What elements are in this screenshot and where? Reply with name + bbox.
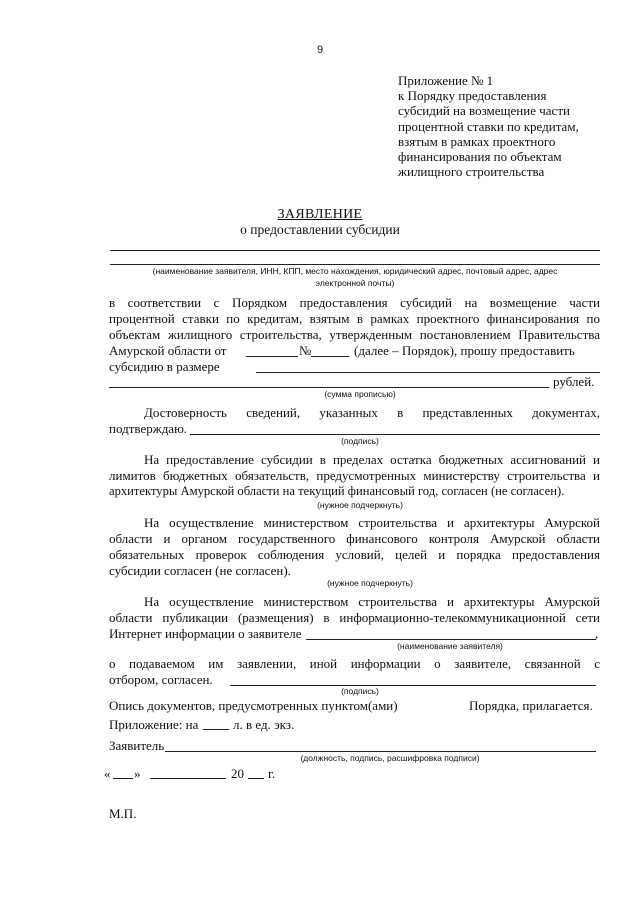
appendix-line: к Порядку предоставления — [398, 88, 547, 104]
document-title: ЗАЯВЛЕНИЕ — [277, 207, 363, 222]
para4-line: На осуществление министерством строительства и архитектуры Амурской — [144, 515, 600, 530]
para4-line: субсидии согласен (не согласен). — [109, 563, 291, 578]
applicant-name-line[interactable] — [110, 264, 600, 265]
number-sign: № — [299, 343, 312, 358]
appendix-line: жилищного строительства — [398, 164, 545, 180]
consent-signature-caption: (подпись) — [341, 686, 379, 696]
amount-caption: (сумма прописью) — [324, 389, 396, 399]
para3-line: лимитов бюджетных обязательств, предусмотренных министерству строительства и — [109, 468, 600, 483]
para5-caption: (наименование заявителя) — [397, 641, 503, 651]
para5-line: Интернет информации о заявителе — [109, 626, 302, 641]
appendix-block — [398, 73, 613, 179]
year-suffix: г. — [268, 766, 276, 781]
para1-line: Амурской области от — [109, 343, 227, 358]
para2-line: подтверждаю. — [109, 421, 188, 436]
inventory-text: Порядка, прилагается. — [469, 698, 593, 713]
sheets-count-field[interactable] — [203, 729, 229, 730]
signature-field[interactable] — [190, 434, 600, 435]
date-open-quote: « — [104, 766, 111, 781]
para5-line: На осуществление министерством строительства и архитектуры Амурской — [144, 594, 600, 609]
applicant-signature-caption: (должность, подпись, расшифровка подписи) — [300, 753, 480, 763]
applicant-signature-field[interactable] — [165, 751, 596, 752]
para4-line: области и органом государственного финансового контроля Амурской области — [109, 531, 600, 546]
para1-line: субсидию в размере — [109, 359, 220, 374]
document-subtitle: о предоставлении субсидии — [240, 222, 400, 237]
para3-line: На предоставление субсидии в пределах остатка бюджетных ассигнований и — [144, 452, 600, 467]
page-number: 9 — [316, 44, 324, 56]
resolution-date-field[interactable] — [246, 356, 298, 357]
para4-line: обязательных проверок соблюдения условий, целей и порядка предоставления — [109, 547, 600, 562]
attachment-text: л. в ед. экз. — [233, 717, 295, 732]
appendix-line: взятым в рамках проектного — [398, 133, 556, 149]
date-close-quote: » — [134, 766, 141, 781]
para3-line: архитектуры Амурской области на текущий финансовый год, согласен (не согласен). — [109, 484, 565, 498]
appendix-line: финансирования по объектам — [398, 149, 562, 165]
para5-line: о подаваемом им заявлении, иной информации о заявителе, связанной с — [109, 656, 600, 671]
signature-caption: (подпись) — [341, 436, 379, 446]
appendix-line: субсидий на возмещение части — [398, 103, 570, 119]
amount-field[interactable] — [256, 372, 600, 373]
applicant-label: Заявитель — [109, 738, 165, 753]
para1-line: объектам жилищного строительства, утвержденным постановлением Правительства — [109, 327, 600, 342]
year-prefix: 20 — [231, 766, 244, 781]
month-field[interactable] — [150, 778, 226, 779]
day-field[interactable] — [113, 778, 133, 779]
applicant-name-line[interactable] — [110, 250, 600, 251]
year-field[interactable] — [248, 778, 264, 779]
amount-words-field[interactable] — [109, 387, 549, 388]
para2-line: Достоверность сведений, указанных в представленных документах, — [144, 405, 600, 420]
para1-line: процентной ставки по кредитам, взятым в рамках проектного финансирования по — [109, 311, 600, 326]
para4-caption: (нужное подчеркнуть) — [327, 578, 413, 588]
applicant-short-name-field[interactable] — [306, 639, 596, 640]
para3-caption: (нужное подчеркнуть) — [317, 500, 403, 510]
para1-line: в соответствии с Порядком предоставления субсидий на возмещение части — [109, 295, 600, 310]
para5-line: области публикации (размещения) в информационно-телекоммуникационной сети — [109, 610, 600, 625]
appendix-line: процентной ставки по кредитам, — [398, 118, 579, 134]
applicant-caption: (наименование заявителя, ИНН, КПП, место нахождения, юридический адрес, почтовый адрес, адрес — [152, 266, 558, 276]
para5-line: отбором, согласен. — [109, 672, 213, 687]
rubles-label: рублей. — [553, 374, 595, 389]
para1-line: (далее – Порядок), прошу предоставить — [354, 343, 575, 358]
appendix-line: Приложение № 1 — [398, 73, 494, 88]
inventory-text: Опись документов, предусмотренных пунктом(ами) — [109, 698, 398, 713]
resolution-number-field[interactable] — [311, 356, 349, 357]
stamp-place: М.П. — [109, 806, 137, 821]
applicant-caption: электронной почты) — [315, 278, 395, 288]
attachment-text: Приложение: на — [109, 717, 199, 732]
